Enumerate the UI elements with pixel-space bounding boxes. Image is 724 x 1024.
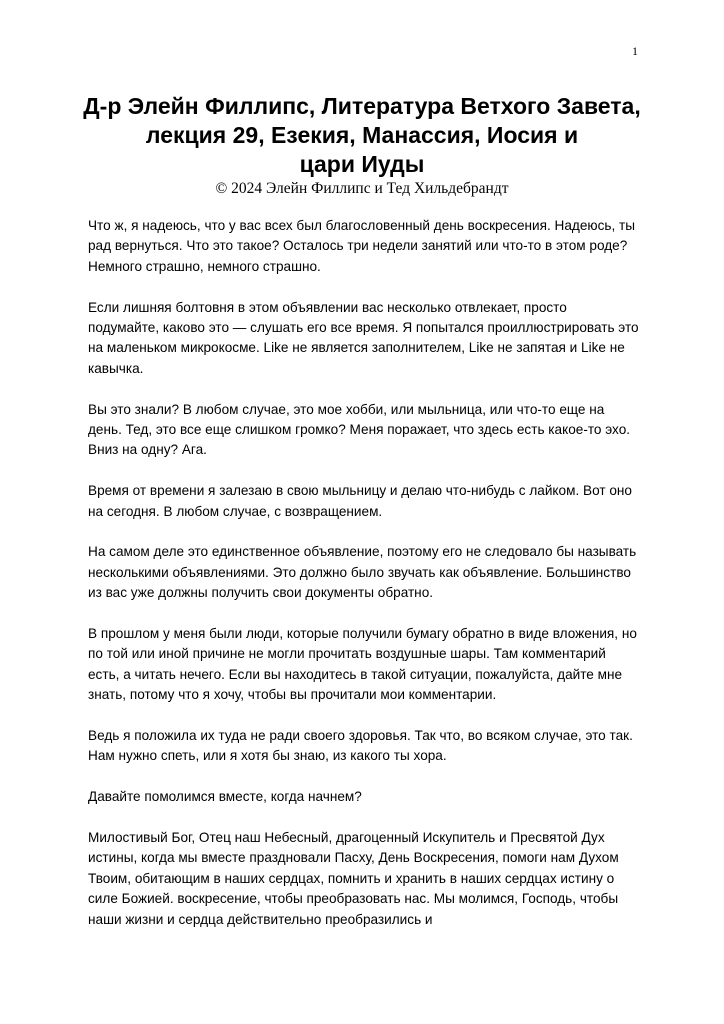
title-line: Д-р Элейн Филлипс, Литература Ветхого Завета, <box>83 93 641 119</box>
copyright-line: © 2024 Элейн Филлипс и Тед Хильдебрандт <box>215 180 509 197</box>
page-number: 1 <box>632 44 638 58</box>
paragraph: Давайте помолимся вместе, когда начнем? <box>88 789 362 805</box>
title-line: цари Иуды <box>299 151 425 177</box>
paragraph: Милостивый Бог, Отец наш Небесный, драгоценный Искупитель и Пресвятой Дух истины, когда мы вместе праздновали Пасху, День Воскресения, помоги нам Духом Твоим, обитающим в наших сердцах, помнить и хранить в наших сердцах истину о силе Божией. воскресение, чтобы преобразовать нас. Мы молимся, Господь, чтобы наши жизни и сердца действительно преобразились и <box>88 830 619 927</box>
title-line: лекция 29, Езекия, Манассия, Иосия и <box>145 122 579 148</box>
paragraph: Ведь я положила их туда не ради своего здоровья. Так что, во всяком случае, это так. Нам нужно спеть, или я хотя бы знаю, из какого ты хора. <box>88 728 633 764</box>
paragraph: Что ж, я надеюсь, что у вас всех был благословенный день воскресения. Надеюсь, ты рад вернуться. Что это такое? Осталось три недели занятий или что-то в этом роде? Немного страшно, немного страшно. <box>88 218 636 274</box>
paragraph: Если лишняя болтовня в этом объявлении вас несколько отвлекает, просто подумайте, каково это — слушать его все время. Я попытался проиллюстрировать это на маленьком микрокосме. Like не является заполнителем, Like не запятая и Like не кавычка. <box>88 299 639 376</box>
document-title <box>60 92 664 179</box>
paragraph: Вы это знали? В любом случае, это мое хобби, или мыльница, или что-то еще на день. Тед, это все еще слишком громко? Меня поражает, что здесь есть какое-то эхо. Вниз на одну? Ага. <box>88 401 631 458</box>
paragraph: В прошлом у меня были люди, которые получили бумагу обратно в виде вложения, но по той или иной причине не могли прочитать воздушные шары. Там комментарий есть, а читать нечего. Если вы находитесь в такой ситуации, пожалуйста, дайте мне знать, потому что я хочу, чтобы вы прочитали мои комментарии. <box>88 626 637 703</box>
lecture-body <box>88 216 640 950</box>
paragraph: На самом деле это единственное объявление, поэтому его не следовало бы называть несколькими объявлениями. Это должно было звучать как объявление. Большинство из вас уже должны получить свои документы обратно. <box>88 544 637 601</box>
paragraph: Время от времени я залезаю в свою мыльницу и делаю что-нибудь с лайком. Вот оно на сегодня. В любом случае, с возвращением. <box>88 483 632 519</box>
